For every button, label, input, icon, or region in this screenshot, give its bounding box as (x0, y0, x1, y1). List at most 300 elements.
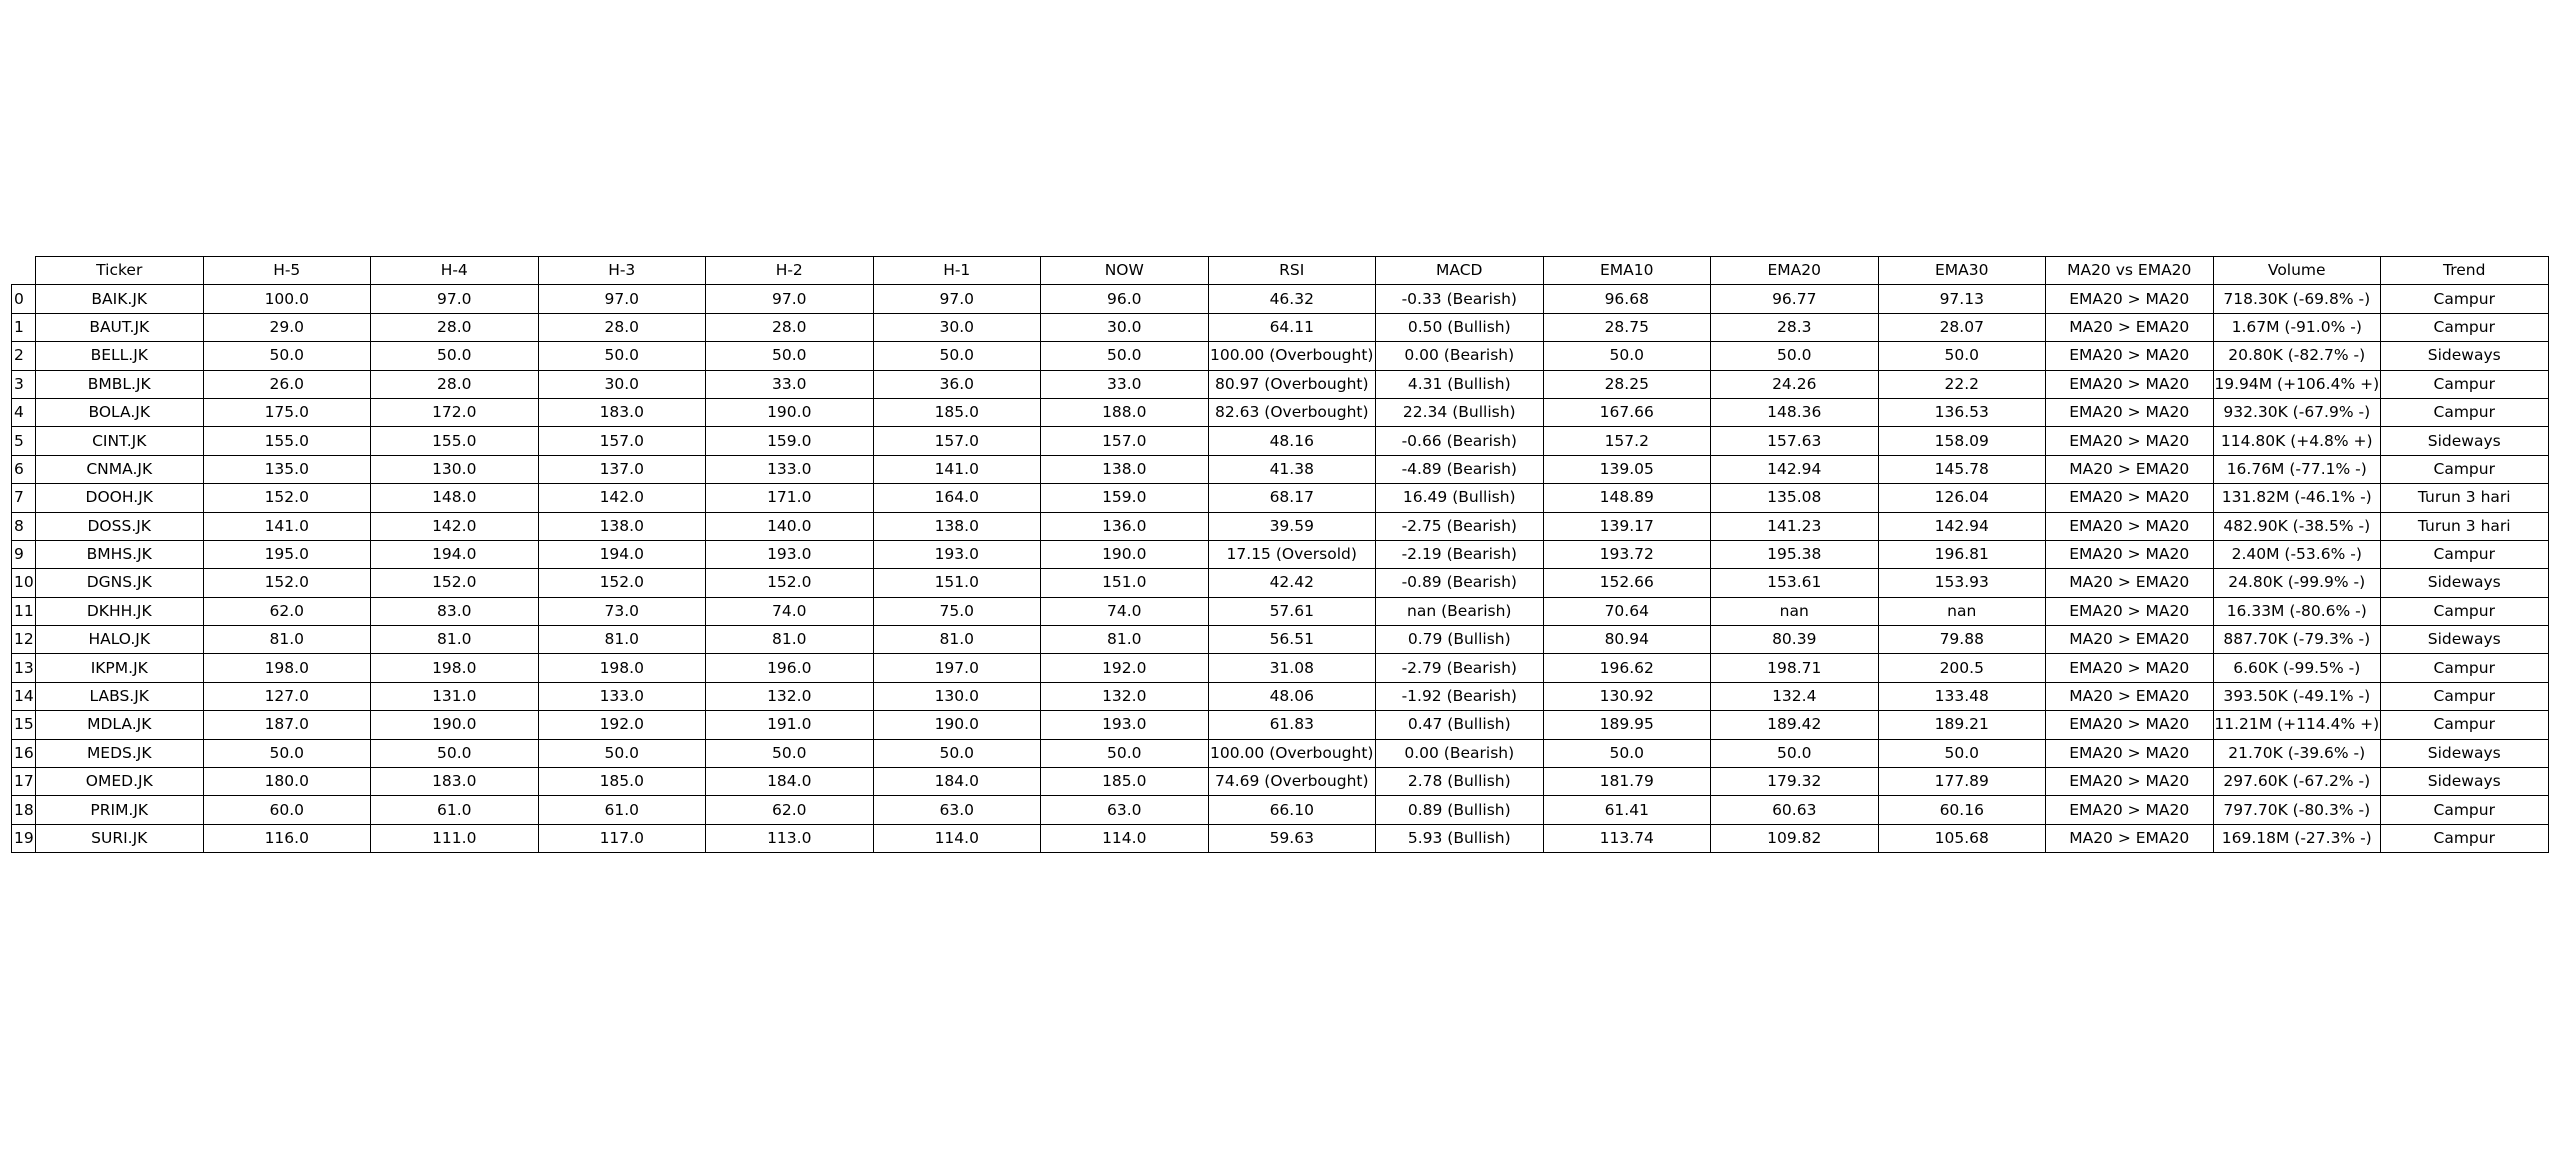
table-cell: 16.49 (Bullish) (1376, 484, 1544, 512)
table-cell: EMA20 > MA20 (2046, 796, 2214, 824)
table-cell: 127.0 (203, 682, 371, 710)
table-cell: EMA20 > MA20 (2046, 370, 2214, 398)
table-cell: EMA20 > MA20 (2046, 739, 2214, 767)
table-cell: 297.60K (-67.2% -) (2213, 768, 2381, 796)
table-cell: 135.0 (203, 455, 371, 483)
table-cell: 194.0 (538, 540, 706, 568)
table-cell: 190.0 (1041, 540, 1209, 568)
table-cell: 0.79 (Bullish) (1376, 626, 1544, 654)
table-cell: 0.50 (Bullish) (1376, 313, 1544, 341)
table-cell: Turun 3 hari (2381, 512, 2549, 540)
table-cell: SURI.JK (36, 824, 204, 852)
table-cell: 190.0 (371, 711, 539, 739)
table-cell: 132.0 (1041, 682, 1209, 710)
table-cell: 61.0 (371, 796, 539, 824)
table-cell: -0.33 (Bearish) (1376, 285, 1544, 313)
table-cell: 4.31 (Bullish) (1376, 370, 1544, 398)
table-cell: 136.53 (1878, 398, 2046, 426)
row-label: 17 (12, 768, 36, 796)
table-cell: 83.0 (371, 597, 539, 625)
table-row (12, 824, 2549, 852)
table-cell: 175.0 (203, 398, 371, 426)
table-cell: 61.83 (1208, 711, 1376, 739)
table-cell: 28.25 (1543, 370, 1711, 398)
table-cell: 130.92 (1543, 682, 1711, 710)
table-cell: 137.0 (538, 455, 706, 483)
table-cell: 142.94 (1878, 512, 2046, 540)
table-row (12, 597, 2549, 625)
table-cell: 50.0 (371, 739, 539, 767)
table-cell: 21.70K (-39.6% -) (2213, 739, 2381, 767)
table-cell: 114.0 (1041, 824, 1209, 852)
table-cell: 152.0 (706, 569, 874, 597)
table-cell: 28.0 (371, 370, 539, 398)
table-cell: 50.0 (1041, 342, 1209, 370)
table-cell: 46.32 (1208, 285, 1376, 313)
column-header: MA20 vs EMA20 (2046, 257, 2214, 285)
table-cell: 141.23 (1711, 512, 1879, 540)
table-cell: 152.0 (203, 569, 371, 597)
table-cell: 60.0 (203, 796, 371, 824)
table-cell: 198.0 (371, 654, 539, 682)
table-cell: 184.0 (706, 768, 874, 796)
row-label: 3 (12, 370, 36, 398)
table-row (12, 768, 2549, 796)
table-cell: 171.0 (706, 484, 874, 512)
table-row (12, 285, 2549, 313)
table-cell: 126.04 (1878, 484, 2046, 512)
table-cell: 19.94M (+106.4% +) (2213, 370, 2381, 398)
table-cell: nan (1711, 597, 1879, 625)
table-cell: Campur (2381, 796, 2549, 824)
column-header: EMA10 (1543, 257, 1711, 285)
table-cell: 196.62 (1543, 654, 1711, 682)
row-label: 6 (12, 455, 36, 483)
table-cell: 183.0 (538, 398, 706, 426)
row-label: 19 (12, 824, 36, 852)
table-cell: 50.0 (873, 342, 1041, 370)
table-cell: Campur (2381, 682, 2549, 710)
table-cell: 33.0 (706, 370, 874, 398)
table-cell: 2.78 (Bullish) (1376, 768, 1544, 796)
table-cell: 193.0 (873, 540, 1041, 568)
table-cell: 16.76M (-77.1% -) (2213, 455, 2381, 483)
table-cell: 188.0 (1041, 398, 1209, 426)
table-cell: 133.0 (706, 455, 874, 483)
table-cell: 22.34 (Bullish) (1376, 398, 1544, 426)
table-cell: -2.75 (Bearish) (1376, 512, 1544, 540)
row-label: 13 (12, 654, 36, 682)
table-row (12, 427, 2549, 455)
table-cell: 96.0 (1041, 285, 1209, 313)
table-cell: 62.0 (706, 796, 874, 824)
table-cell: 48.16 (1208, 427, 1376, 455)
table-cell: -0.66 (Bearish) (1376, 427, 1544, 455)
table-cell: 138.0 (873, 512, 1041, 540)
table-cell: 100.00 (Overbought) (1208, 739, 1376, 767)
table-cell: 74.0 (706, 597, 874, 625)
table-cell: 198.71 (1711, 654, 1879, 682)
row-label: 18 (12, 796, 36, 824)
row-label: 14 (12, 682, 36, 710)
table-cell: 195.38 (1711, 540, 1879, 568)
table-cell: 50.0 (203, 739, 371, 767)
table-cell: MDLA.JK (36, 711, 204, 739)
table-cell: 193.0 (1041, 711, 1209, 739)
table-cell: MA20 > EMA20 (2046, 569, 2214, 597)
table-cell: 50.0 (1711, 342, 1879, 370)
table-cell: 152.0 (538, 569, 706, 597)
table-cell: 197.0 (873, 654, 1041, 682)
column-header: RSI (1208, 257, 1376, 285)
table-row (12, 455, 2549, 483)
table-cell: 142.94 (1711, 455, 1879, 483)
table-cell: 180.0 (203, 768, 371, 796)
table-cell: 157.0 (538, 427, 706, 455)
table-row (12, 654, 2549, 682)
table-cell: 28.75 (1543, 313, 1711, 341)
table-cell: 97.0 (371, 285, 539, 313)
table-cell: 16.33M (-80.6% -) (2213, 597, 2381, 625)
row-label: 15 (12, 711, 36, 739)
table-cell: 50.0 (538, 342, 706, 370)
table-cell: 153.93 (1878, 569, 2046, 597)
table-cell: 36.0 (873, 370, 1041, 398)
table-cell: 50.0 (1543, 739, 1711, 767)
table-cell: 100.0 (203, 285, 371, 313)
table-cell: 59.63 (1208, 824, 1376, 852)
table-cell: 50.0 (1711, 739, 1879, 767)
table-cell: EMA20 > MA20 (2046, 711, 2214, 739)
table-cell: 42.42 (1208, 569, 1376, 597)
table-cell: 185.0 (538, 768, 706, 796)
column-header: NOW (1041, 257, 1209, 285)
table-cell: 139.17 (1543, 512, 1711, 540)
table-cell: 152.66 (1543, 569, 1711, 597)
table-cell: 28.0 (706, 313, 874, 341)
table-cell: DOOH.JK (36, 484, 204, 512)
table-cell: Sideways (2381, 569, 2549, 597)
table-cell: 196.0 (706, 654, 874, 682)
table-cell: 56.51 (1208, 626, 1376, 654)
table-cell: 60.16 (1878, 796, 2046, 824)
row-label: 1 (12, 313, 36, 341)
table-cell: BMHS.JK (36, 540, 204, 568)
table-cell: nan (Bearish) (1376, 597, 1544, 625)
table-cell: 198.0 (203, 654, 371, 682)
table-cell: 932.30K (-67.9% -) (2213, 398, 2381, 426)
column-header: H-4 (371, 257, 539, 285)
table-cell: 81.0 (371, 626, 539, 654)
table-cell: MA20 > EMA20 (2046, 626, 2214, 654)
table-cell: 887.70K (-79.3% -) (2213, 626, 2381, 654)
table-cell: 189.21 (1878, 711, 2046, 739)
table-row (12, 682, 2549, 710)
table-cell: EMA20 > MA20 (2046, 484, 2214, 512)
table-cell: EMA20 > MA20 (2046, 597, 2214, 625)
table-row (12, 484, 2549, 512)
table-cell: 0.00 (Bearish) (1376, 739, 1544, 767)
table-cell: 24.80K (-99.9% -) (2213, 569, 2381, 597)
table-cell: EMA20 > MA20 (2046, 768, 2214, 796)
table-cell: 100.00 (Overbought) (1208, 342, 1376, 370)
table-cell: EMA20 > MA20 (2046, 427, 2214, 455)
table-cell: 50.0 (706, 739, 874, 767)
table-cell: Campur (2381, 398, 2549, 426)
table-cell: 30.0 (873, 313, 1041, 341)
table-cell: 6.60K (-99.5% -) (2213, 654, 2381, 682)
table-cell: -2.19 (Bearish) (1376, 540, 1544, 568)
table-cell: 155.0 (371, 427, 539, 455)
table-cell: 73.0 (538, 597, 706, 625)
table-cell: 50.0 (873, 739, 1041, 767)
table-cell: 74.0 (1041, 597, 1209, 625)
table-cell: 133.0 (538, 682, 706, 710)
table-row (12, 540, 2549, 568)
table-row (12, 796, 2549, 824)
table-cell: 28.3 (1711, 313, 1879, 341)
table-cell: OMED.JK (36, 768, 204, 796)
table-cell: 50.0 (371, 342, 539, 370)
table-cell: 50.0 (1878, 342, 2046, 370)
table-cell: 1.67M (-91.0% -) (2213, 313, 2381, 341)
table-cell: 50.0 (1041, 739, 1209, 767)
table-row (12, 739, 2549, 767)
table-cell: 97.0 (873, 285, 1041, 313)
table-cell: Campur (2381, 313, 2549, 341)
row-label: 16 (12, 739, 36, 767)
table-cell: 145.78 (1878, 455, 2046, 483)
table-cell: 179.32 (1711, 768, 1879, 796)
table-cell: 198.0 (538, 654, 706, 682)
table-cell: 50.0 (538, 739, 706, 767)
table-cell: 797.70K (-80.3% -) (2213, 796, 2381, 824)
table-cell: 63.0 (1041, 796, 1209, 824)
table-cell: 96.77 (1711, 285, 1879, 313)
table-cell: IKPM.JK (36, 654, 204, 682)
table-cell: EMA20 > MA20 (2046, 540, 2214, 568)
table-cell: 81.0 (538, 626, 706, 654)
table-cell: MA20 > EMA20 (2046, 313, 2214, 341)
table-cell: 113.0 (706, 824, 874, 852)
table-cell: Sideways (2381, 739, 2549, 767)
table-cell: 181.79 (1543, 768, 1711, 796)
table-cell: 151.0 (1041, 569, 1209, 597)
table-cell: MA20 > EMA20 (2046, 455, 2214, 483)
table-cell: Campur (2381, 824, 2549, 852)
table-cell: 70.64 (1543, 597, 1711, 625)
table-cell: -4.89 (Bearish) (1376, 455, 1544, 483)
table-cell: 136.0 (1041, 512, 1209, 540)
table-cell: 30.0 (1041, 313, 1209, 341)
table-cell: LABS.JK (36, 682, 204, 710)
table-cell: 81.0 (706, 626, 874, 654)
table-cell: 0.89 (Bullish) (1376, 796, 1544, 824)
table-cell: 50.0 (706, 342, 874, 370)
table-cell: 105.68 (1878, 824, 2046, 852)
table-cell: 158.09 (1878, 427, 2046, 455)
table-cell: 138.0 (1041, 455, 1209, 483)
table-cell: 185.0 (1041, 768, 1209, 796)
table-cell: 190.0 (873, 711, 1041, 739)
table-cell: 152.0 (203, 484, 371, 512)
table-cell: 142.0 (371, 512, 539, 540)
column-header: Volume (2213, 257, 2381, 285)
table-cell: 132.4 (1711, 682, 1879, 710)
table-cell: 28.0 (538, 313, 706, 341)
column-header: Ticker (36, 257, 204, 285)
table-cell: 195.0 (203, 540, 371, 568)
table-row (12, 569, 2549, 597)
table-cell: 172.0 (371, 398, 539, 426)
table-cell: 189.95 (1543, 711, 1711, 739)
table-cell: BAUT.JK (36, 313, 204, 341)
table-cell: 159.0 (706, 427, 874, 455)
table-cell: 393.50K (-49.1% -) (2213, 682, 2381, 710)
table-cell: 148.0 (371, 484, 539, 512)
table-cell: EMA20 > MA20 (2046, 512, 2214, 540)
table-cell: 11.21M (+114.4% +) (2213, 711, 2381, 739)
table-cell: 60.63 (1711, 796, 1879, 824)
table-row (12, 711, 2549, 739)
table-cell: 0.00 (Bearish) (1376, 342, 1544, 370)
table-cell: 189.42 (1711, 711, 1879, 739)
table-cell: 31.08 (1208, 654, 1376, 682)
table-cell: Campur (2381, 711, 2549, 739)
table-cell: 0.47 (Bullish) (1376, 711, 1544, 739)
table-cell: -1.92 (Bearish) (1376, 682, 1544, 710)
table-cell: Campur (2381, 597, 2549, 625)
table-cell: BELL.JK (36, 342, 204, 370)
table-cell: 718.30K (-69.8% -) (2213, 285, 2381, 313)
table-cell: 185.0 (873, 398, 1041, 426)
table-cell: 177.89 (1878, 768, 2046, 796)
table-row (12, 512, 2549, 540)
table-cell: 82.63 (Overbought) (1208, 398, 1376, 426)
table-cell: Campur (2381, 285, 2549, 313)
table-cell: 33.0 (1041, 370, 1209, 398)
table-cell: 28.07 (1878, 313, 2046, 341)
table-cell: 22.2 (1878, 370, 2046, 398)
table-cell: 157.0 (1041, 427, 1209, 455)
table-cell: 68.17 (1208, 484, 1376, 512)
table-cell: 111.0 (371, 824, 539, 852)
column-header: H-1 (873, 257, 1041, 285)
row-label: 12 (12, 626, 36, 654)
table-cell: 167.66 (1543, 398, 1711, 426)
table-cell: 80.97 (Overbought) (1208, 370, 1376, 398)
table-cell: 117.0 (538, 824, 706, 852)
table-cell: 139.05 (1543, 455, 1711, 483)
table-cell: 63.0 (873, 796, 1041, 824)
table-cell: 183.0 (371, 768, 539, 796)
table-cell: MA20 > EMA20 (2046, 682, 2214, 710)
table-cell: 114.0 (873, 824, 1041, 852)
table-cell: 75.0 (873, 597, 1041, 625)
table-cell: PRIM.JK (36, 796, 204, 824)
row-label: 11 (12, 597, 36, 625)
table-cell: 148.89 (1543, 484, 1711, 512)
table-cell: 50.0 (203, 342, 371, 370)
table-cell: 81.0 (203, 626, 371, 654)
table-cell: Sideways (2381, 342, 2549, 370)
table-cell: 39.59 (1208, 512, 1376, 540)
table-cell: Turun 3 hari (2381, 484, 2549, 512)
table-cell: 81.0 (873, 626, 1041, 654)
table-cell: 155.0 (203, 427, 371, 455)
table-cell: Campur (2381, 455, 2549, 483)
table-row (12, 342, 2549, 370)
table-cell: MEDS.JK (36, 739, 204, 767)
table-cell: -2.79 (Bearish) (1376, 654, 1544, 682)
table-cell: 113.74 (1543, 824, 1711, 852)
table-cell: 5.93 (Bullish) (1376, 824, 1544, 852)
table-cell: 74.69 (Overbought) (1208, 768, 1376, 796)
table-cell: 191.0 (706, 711, 874, 739)
table-cell: 157.2 (1543, 427, 1711, 455)
table-cell: Sideways (2381, 626, 2549, 654)
table-cell: 64.11 (1208, 313, 1376, 341)
table-cell: 17.15 (Oversold) (1208, 540, 1376, 568)
table-cell: 62.0 (203, 597, 371, 625)
table-cell: BAIK.JK (36, 285, 204, 313)
table-cell: 148.36 (1711, 398, 1879, 426)
table-cell: 61.0 (538, 796, 706, 824)
table-cell: 190.0 (706, 398, 874, 426)
table-cell: 200.5 (1878, 654, 2046, 682)
table-cell: EMA20 > MA20 (2046, 398, 2214, 426)
table-cell: 196.81 (1878, 540, 2046, 568)
table-cell: 152.0 (371, 569, 539, 597)
table-cell: 132.0 (706, 682, 874, 710)
table-cell: 142.0 (538, 484, 706, 512)
table-row (12, 313, 2549, 341)
table-cell: 80.94 (1543, 626, 1711, 654)
table-cell: EMA20 > MA20 (2046, 654, 2214, 682)
table-cell: 50.0 (1878, 739, 2046, 767)
table-cell: 29.0 (203, 313, 371, 341)
table-cell: 140.0 (706, 512, 874, 540)
table-cell: 50.0 (1543, 342, 1711, 370)
table-cell: CINT.JK (36, 427, 204, 455)
table-cell: 79.88 (1878, 626, 2046, 654)
table-cell: 133.48 (1878, 682, 2046, 710)
table-cell: EMA20 > MA20 (2046, 285, 2214, 313)
table-row (12, 398, 2549, 426)
row-label: 8 (12, 512, 36, 540)
column-header: H-2 (706, 257, 874, 285)
column-header: EMA20 (1711, 257, 1879, 285)
table-cell: nan (1878, 597, 2046, 625)
table-cell: 48.06 (1208, 682, 1376, 710)
table-cell: 131.0 (371, 682, 539, 710)
table-cell: 130.0 (873, 682, 1041, 710)
table-cell: -0.89 (Bearish) (1376, 569, 1544, 597)
row-label: 4 (12, 398, 36, 426)
table-cell: 141.0 (203, 512, 371, 540)
table-cell: DGNS.JK (36, 569, 204, 597)
table-cell: 114.80K (+4.8% +) (2213, 427, 2381, 455)
table-cell: MA20 > EMA20 (2046, 824, 2214, 852)
table-corner (12, 257, 36, 285)
table-cell: 192.0 (1041, 654, 1209, 682)
table-cell: 192.0 (538, 711, 706, 739)
row-label: 10 (12, 569, 36, 597)
table-cell: HALO.JK (36, 626, 204, 654)
table-cell: CNMA.JK (36, 455, 204, 483)
table-cell: 26.0 (203, 370, 371, 398)
table-cell: 482.90K (-38.5% -) (2213, 512, 2381, 540)
